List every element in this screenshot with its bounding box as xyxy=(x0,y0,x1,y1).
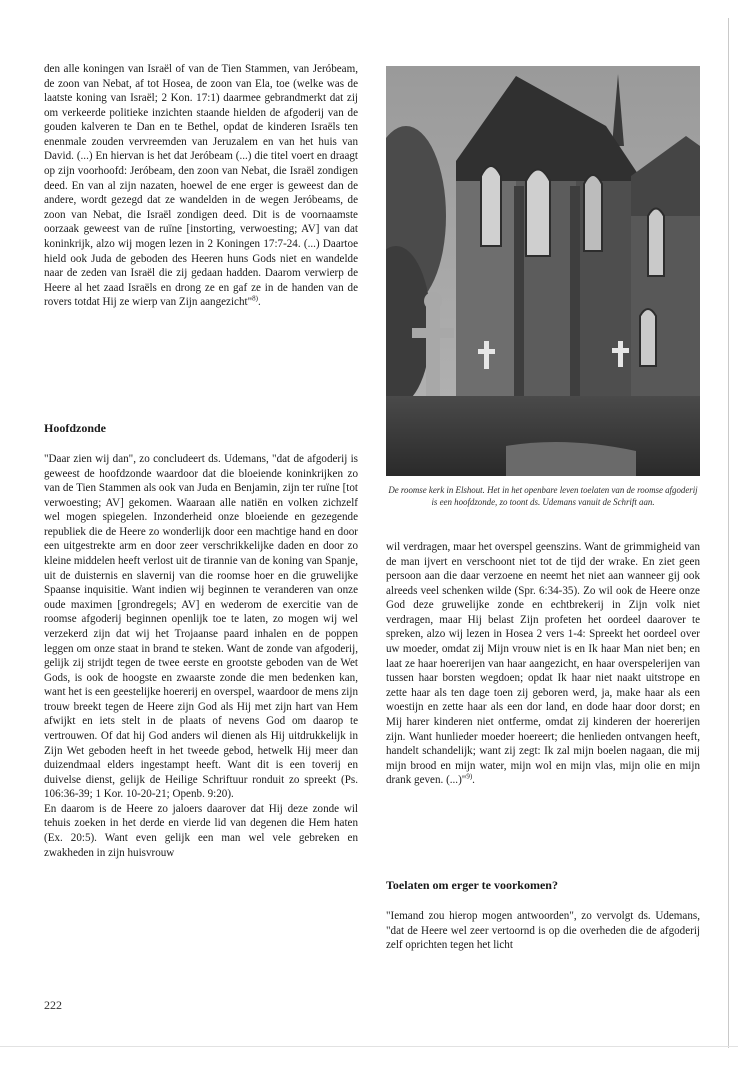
figure-caption: De roomse kerk in Elshout. Het in het openbare leven toelaten van de roomse afgoderij is een hoofdzonde, zo toont ds. Udemans vanuit de Schrift aan. xyxy=(388,485,698,507)
heading-hoofdzonde: Hoofdzonde xyxy=(44,421,107,435)
paragraph-jaloers: En daarom is de Heere zo jaloers daarover dat Hij deze zonde wil tehuis zoeken in het derde en vierde lid van degenen die Hem haten (Ex. 20:5). Want even gelijk een man wel vele gebreken en zwakheden in zijn huisvrouw xyxy=(44,802,358,859)
footnote-ref-9[interactable]: 9) xyxy=(466,772,473,781)
footnote-ref-8[interactable]: 8) xyxy=(252,294,258,303)
paragraph-jeroboam: den alle koningen van Israël of van de Tien Stammen, van Jeróbeam, de zoon van Nebat, af tot Hosea, de zoon van Ela, toe (welke was de laatste koning van Israël; 2 Kon. 17:1) daarmee gebrandmerkt dat zij om verkeerde politieke inzichten staande hielden de afgoderij van de gouden kalveren te Dan en te Bethel, opdat de kinderen Israëls ten enenmale zouden vervreemden van Jeruzalem en van het huis van David. (...) En hiervan is het dat Jeróbeam (...) die titel voert en draagt op zijn voorhoofd: Jeróbeam, den zoon van Nebat, die Israël zondigen deed. En van al zijn nazaten, hoewel de ene erger is geweest dan de andere, wordt gezegd dat ze wandelden in de wegen Jeróbeams, de zoon van Nebat, die Israël zondigen deed. Dit is de voornaamste oorzaak geweest van de ruïne [instorting, verwoesting; AV] van dat koninkrijk, alzo wij mogen lezen in 2 Koningen 17:7-24. (...) Daartoe hield ook Juda de geboden des Heeren huns Gods niet en wandelde naar de zeden van Israël die zij gedaan hadden. Daarom verwierp de Heere al het zaad Israëls en drong ze en gaf ze in de handen van de rovers totdat Hij ze wierp van Zijn aangezicht"$^{8)}$. xyxy=(44,63,358,309)
paragraph-iemand: "Iemand zou hierop mogen antwoorden", zo vervolgt ds. Udemans, "dat de Heere wel zeer vertoornd is op die overheden die de afgoderij zelf oprichten tegen het licht xyxy=(386,910,700,952)
right-column-bottom xyxy=(386,909,700,953)
page-number: 222 xyxy=(44,998,62,1012)
left-column-bottom xyxy=(44,452,358,860)
page-edge-rule xyxy=(728,18,729,1048)
heading-toelaten: Toelaten om erger te voorkomen? xyxy=(386,878,558,892)
right-column-top xyxy=(386,540,700,788)
paragraph-hoofdzonde: "Daar zien wij dan", zo concludeert ds. Udemans, "dat de afgoderij is geweest de hoofdzonde waardoor dat die bloeiende koninkrijken zo van de Tien Stammen als ook van Juda en Benjamin, zijn ter ruïne [tot verwoesting; AV] gekomen. Waaraan alle natiën en volken zichzelf wel mogen spiegelen. Inzonderheid onze bloeiende en gezegende republiek die de Heere zo wonderlijk door een machtige hand en door een uitgestrekte arm en door zeer verschrikkelijke daden en door zo kleine middelen heeft verlost uit de tirannie van de koning van Spanje, uit de duisternis en slavernij van die roomse hoer en die gruwelijke Spaanse inquisitie. Want indien wij beginnen te veranderen van onze oude maximen [grondregels; AV] en wederom de exercitie van de roomse afgoderij beginnen openlijk toe te laten, zo mogen wij wel verzekerd zijn dat wij het Trojaanse paard inhalen en de poppen leggen om onze staat in brand te steken. Want de zonde van afgoderij, gelijk zij strijdt tegen de twee eerste en grootste geboden van de Wet Gods, is ook de hoogste en zwaarste zonde die men bedenken kan, want het is een geestelijke hoererij en overspel, waardoor de mens zijn trouw breekt tegen de Heere zijn God als Hij met zijn hart van Hem afwijkt en iets stelt in de plaats of nevens God om daarop te vertrouwen. Of dat hij God anders wil dienen als Hij uitdrukkelijk in Zijn Wet geboden heeft in het tweede gebod, hetwelk Hij meer dan duizendmaal elders ingestampt heeft. Want dit is een toverij en duivelse dienst, gelijk de Heilige Schriftuur ronduit zo spreekt (Ps. 106:36-39; 1 Kor. 10-20-21; Openb. 9:20). xyxy=(44,453,358,801)
left-column-top xyxy=(44,62,358,310)
paragraph-overspel: wil verdragen, maar het overspel geenszins. Want de grimmigheid van de man ijvert en verschoont niet tot de tijd der wrake. En ziet geen persoon aan die daar verzoene en neemt het niet aan wanneer gij ook alreeds veel schenken wilde (Spr. 6:34-35). Zo wil ook de Heere onze God deze gruwelijke zonde en echtbrekerij in Zijn volk niet verdragen, maar Hij belast Zijn profeten het oordeel daarover te spreken, alzo wij lezen in Hosea 2 vers 1-4: Spreekt het oordeel over uw moeder, omdat zij Mijn vrouw niet is en Ik haar Man niet ben; en laat ze haar hoererijen van haar aangezicht, en haar overspelerijen van tussen haar borsten wegdoen; opdat Ik haar niet naakt uitstrope en zette haar als ten dage toen zij geboren werd, ja, make haar als een woestijn en zette haar als een dor land, en dode haar door dorst; en Mij harer kinderen niet ontferme, omdat zij kinderen der hoererijen zijn. Want hunlieder moeder hoereert; die henlieden ontvangen heeft, handelt schandelijk; want zij zegt: Ik zal mijn boelen nagaan, die mij mijn brood en mijn water, mijn wol en mijn vlas, mijn olie en mijn drank geven. (...)"$^{9)}$. xyxy=(386,541,700,787)
church-photo xyxy=(386,66,700,476)
church-illustration xyxy=(386,66,700,476)
page-bottom-rule xyxy=(0,1046,738,1047)
